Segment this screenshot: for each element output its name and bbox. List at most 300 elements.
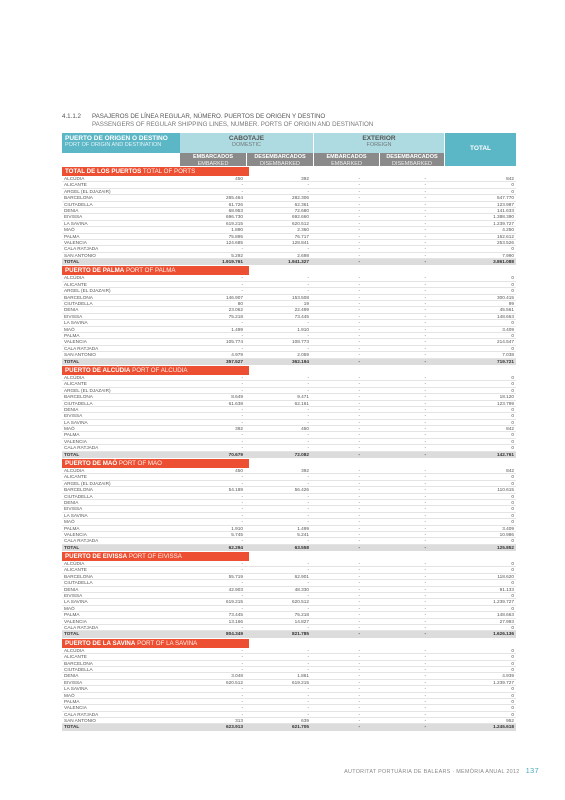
header-ext-disembarked: [380, 153, 444, 166]
value-cell: 620.512: [292, 599, 309, 605]
value-cell: -: [358, 711, 360, 717]
port-name-cell: PALMA: [64, 612, 80, 618]
value-cell: -: [424, 586, 426, 592]
value-cell: 72.680: [294, 207, 309, 213]
port-name-cell: SAN ANTONIO: [64, 718, 96, 724]
value-cell: -: [358, 201, 360, 207]
value-cell: -: [241, 705, 243, 711]
value-cell: -: [424, 625, 426, 630]
value-cell: 282.306: [292, 195, 309, 201]
value-cell: 14.827: [294, 618, 309, 624]
value-cell: -: [241, 345, 243, 351]
value-cell: -: [358, 512, 360, 518]
value-cell: -: [424, 612, 426, 618]
value-cell: 0: [511, 686, 514, 692]
value-cell: -: [358, 339, 360, 345]
value-cell: 146.907: [226, 294, 243, 300]
value-cell: 148.663: [497, 612, 514, 618]
value-cell: -: [358, 631, 360, 637]
value-cell: -: [307, 660, 309, 666]
value-cell: 1.861: [297, 673, 309, 679]
section-title-en: PORT OF MAÓ: [118, 460, 162, 468]
value-cell: -: [424, 432, 426, 438]
port-name-cell: VALENCIA: [64, 438, 87, 444]
port-name-cell: ARGEL (EL DJAZAIR): [64, 480, 111, 486]
header-port: [62, 133, 180, 153]
value-cell: 19: [303, 301, 309, 307]
section-title-es: PUERTO DE PALMA: [65, 267, 125, 275]
section-header: [62, 459, 249, 468]
value-cell: 620.512: [292, 220, 309, 226]
value-cell: 7.990: [502, 252, 514, 258]
value-cell: -: [358, 381, 360, 387]
value-cell: -: [307, 705, 309, 711]
value-cell: -: [358, 374, 360, 380]
value-cell: -: [358, 544, 360, 550]
value-cell: -: [358, 618, 360, 624]
value-cell: -: [424, 499, 426, 505]
value-cell: 0: [511, 493, 514, 499]
value-cell: -: [424, 288, 426, 294]
value-cell: -: [358, 426, 360, 432]
value-cell: -: [424, 239, 426, 245]
value-cell: 0: [511, 711, 514, 717]
value-cell: -: [424, 647, 426, 653]
port-name-cell: VALENCIA: [64, 618, 87, 624]
header-exterior-es: EXTERIOR: [362, 135, 396, 142]
value-cell: -: [358, 220, 360, 226]
port-name-cell: CALA RATJADA: [64, 538, 99, 544]
value-cell: 0: [511, 345, 514, 351]
value-cell: 3.409: [502, 525, 514, 531]
value-cell: -: [307, 406, 309, 412]
value-cell: 2.698: [297, 252, 309, 258]
value-cell: -: [307, 480, 309, 486]
port-name-cell: LA SAVINA: [64, 686, 88, 692]
value-cell: -: [424, 214, 426, 220]
value-cell: 0: [511, 445, 514, 451]
port-name-cell: PALMA: [64, 332, 80, 338]
value-cell: 124.685: [226, 239, 243, 245]
value-cell: 123.987: [497, 201, 514, 207]
port-name-cell: VALENCIA: [64, 339, 87, 345]
section-title-es: TOTAL DE LOS PUERTOS: [65, 168, 142, 175]
value-cell: -: [241, 275, 243, 281]
value-cell: 214.547: [497, 339, 514, 345]
value-cell: -: [241, 474, 243, 480]
value-cell: 0: [511, 705, 514, 711]
value-cell: -: [424, 332, 426, 338]
value-cell: -: [358, 480, 360, 486]
value-cell: -: [358, 580, 360, 586]
value-cell: -: [307, 188, 309, 194]
value-cell: -: [424, 352, 426, 358]
port-name-cell: BARCELONA: [64, 195, 93, 201]
value-cell: -: [424, 345, 426, 351]
value-cell: -: [241, 567, 243, 573]
port-name-cell: ALICANTE: [64, 182, 87, 188]
header-cab-disembarked: [247, 153, 313, 166]
section-header: [62, 167, 249, 176]
value-cell: -: [241, 381, 243, 387]
value-cell: 1.499: [297, 525, 309, 531]
port-name-cell: PALMA: [64, 698, 80, 704]
value-cell: -: [424, 660, 426, 666]
value-cell: -: [358, 567, 360, 573]
value-cell: -: [307, 593, 309, 599]
value-cell: -: [424, 275, 426, 281]
value-cell: 821.785: [292, 631, 309, 637]
value-cell: 152.612: [497, 233, 514, 239]
value-cell: -: [358, 176, 360, 181]
port-name-cell: DENIA: [64, 673, 79, 679]
value-cell: -: [307, 647, 309, 653]
header-port-es: PUERTO DE ORIGEN O DESTINO: [65, 135, 168, 142]
value-cell: -: [424, 698, 426, 704]
port-name-cell: DENIA: [64, 586, 79, 592]
port-name-cell: CIUTADELLA: [64, 666, 93, 672]
value-cell: 620.512: [226, 679, 243, 685]
value-cell: -: [424, 512, 426, 518]
value-cell: -: [358, 506, 360, 512]
value-cell: -: [424, 673, 426, 679]
value-cell: 1.919.761: [222, 259, 243, 265]
port-name-cell: MAÓ: [64, 692, 75, 698]
value-cell: 142.761: [497, 451, 514, 457]
port-name-cell: MAÓ: [64, 326, 75, 332]
port-name-cell: ALICANTE: [64, 381, 87, 387]
value-cell: -: [307, 567, 309, 573]
value-cell: 0: [511, 419, 514, 425]
value-cell: 76.717: [294, 233, 309, 239]
value-cell: -: [358, 605, 360, 611]
value-cell: -: [424, 593, 426, 599]
value-cell: -: [424, 227, 426, 233]
value-cell: -: [424, 195, 426, 201]
value-cell: 108.773: [292, 339, 309, 345]
value-cell: 148.663: [497, 313, 514, 319]
value-cell: -: [358, 320, 360, 326]
port-name-cell: DENIA: [64, 499, 79, 505]
value-cell: 48.330: [294, 586, 309, 592]
header-total-label: TOTAL: [469, 145, 492, 152]
value-cell: 42.903: [228, 586, 243, 592]
value-cell: 392: [301, 468, 309, 474]
port-name-cell: CIUTADELLA: [64, 301, 93, 307]
value-cell: -: [358, 692, 360, 698]
value-cell: -: [307, 387, 309, 393]
table-title-en: PASSENGERS OF REGULAR SHIPPING LINES, NUMBER. PORTS OF ORIGIN AND DESTINATION: [92, 121, 374, 128]
value-cell: 2.360: [297, 227, 309, 233]
total-row: [62, 724, 516, 730]
value-cell: -: [424, 182, 426, 188]
value-cell: 0: [511, 332, 514, 338]
value-cell: -: [307, 438, 309, 444]
port-name-cell: TOTAL: [64, 451, 80, 457]
value-cell: -: [358, 625, 360, 630]
value-cell: -: [358, 307, 360, 313]
value-cell: -: [424, 313, 426, 319]
port-name-cell: CALA RATJADA: [64, 625, 99, 630]
value-cell: -: [358, 239, 360, 245]
value-cell: -: [358, 294, 360, 300]
value-cell: -: [307, 275, 309, 281]
value-cell: -: [358, 705, 360, 711]
value-cell: 8.649: [231, 394, 243, 400]
value-cell: -: [424, 394, 426, 400]
value-cell: 3.861.088: [493, 259, 514, 265]
value-cell: -: [241, 406, 243, 412]
value-cell: 153.508: [292, 294, 309, 300]
port-name-cell: BARCELONA: [64, 394, 93, 400]
port-name-cell: CALA RATJADA: [64, 711, 99, 717]
value-cell: -: [424, 692, 426, 698]
port-name-cell: EIVISSA: [64, 593, 83, 599]
port-name-cell: EIVISSA: [64, 413, 83, 419]
value-cell: 0: [511, 605, 514, 611]
port-name-cell: LA SAVINA: [64, 220, 88, 226]
port-name-cell: ALCÚDIA: [64, 374, 85, 380]
value-cell: -: [424, 326, 426, 332]
value-cell: -: [358, 561, 360, 567]
header-total: [445, 133, 516, 166]
header-ext-emb-en: EMBARKED: [331, 161, 362, 167]
value-cell: -: [424, 506, 426, 512]
value-cell: -: [424, 301, 426, 307]
total-row: [62, 631, 516, 637]
value-cell: 9.471: [297, 394, 309, 400]
port-name-cell: PALMA: [64, 432, 80, 438]
total-row: [62, 359, 516, 365]
value-cell: 619.215: [226, 220, 243, 226]
value-cell: 4.979: [231, 352, 243, 358]
value-cell: -: [241, 374, 243, 380]
port-name-cell: CIUTADELLA: [64, 580, 93, 586]
value-cell: -: [358, 593, 360, 599]
port-name-cell: EIVISSA: [64, 679, 83, 685]
value-cell: -: [424, 374, 426, 380]
value-cell: -: [424, 201, 426, 207]
header-cab-des-en: DISEMBARKED: [259, 161, 301, 167]
value-cell: -: [241, 413, 243, 419]
value-cell: -: [358, 586, 360, 592]
value-cell: -: [358, 413, 360, 419]
value-cell: -: [424, 426, 426, 432]
value-cell: -: [307, 332, 309, 338]
value-cell: 75.895: [228, 233, 243, 239]
port-name-cell: LA SAVINA: [64, 419, 88, 425]
value-cell: 0: [511, 593, 514, 599]
port-name-cell: ALCÚDIA: [64, 176, 85, 181]
value-cell: -: [307, 474, 309, 480]
value-cell: -: [424, 618, 426, 624]
value-cell: 692.660: [292, 214, 309, 220]
value-cell: -: [358, 207, 360, 213]
value-cell: 357.527: [226, 358, 243, 364]
value-cell: -: [358, 195, 360, 201]
value-cell: -: [358, 519, 360, 525]
section-header: [62, 266, 249, 275]
port-name-cell: CIUTADELLA: [64, 493, 93, 499]
value-cell: 45.561: [499, 307, 514, 313]
value-cell: 99: [508, 301, 514, 307]
value-cell: 639: [301, 718, 309, 724]
value-cell: -: [424, 294, 426, 300]
header-port-en: PORT OF ORIGIN AND DESTINATION: [65, 142, 162, 148]
value-cell: 0: [511, 666, 514, 672]
value-cell: -: [424, 519, 426, 525]
value-cell: -: [358, 182, 360, 188]
port-name-cell: ALICANTE: [64, 281, 87, 287]
value-cell: 952: [506, 718, 514, 724]
value-cell: -: [424, 544, 426, 550]
value-cell: -: [307, 711, 309, 717]
value-cell: -: [307, 493, 309, 499]
value-cell: 27.993: [499, 618, 514, 624]
value-cell: 3.048: [231, 673, 243, 679]
value-cell: -: [307, 692, 309, 698]
value-cell: 62.294: [228, 544, 243, 550]
value-cell: -: [241, 519, 243, 525]
value-cell: 1.910: [297, 326, 309, 332]
value-cell: -: [241, 445, 243, 451]
value-cell: -: [358, 406, 360, 412]
header-cabotaje: [180, 133, 313, 153]
value-cell: -: [307, 432, 309, 438]
value-cell: -: [307, 605, 309, 611]
value-cell: -: [358, 252, 360, 258]
value-cell: -: [424, 259, 426, 265]
value-cell: -: [358, 345, 360, 351]
value-cell: 110.615: [497, 487, 514, 493]
value-cell: 0: [511, 281, 514, 287]
value-cell: -: [424, 724, 426, 730]
value-cell: -: [241, 692, 243, 698]
value-cell: 0: [511, 580, 514, 586]
value-cell: -: [241, 512, 243, 518]
value-cell: -: [307, 666, 309, 672]
value-cell: -: [424, 419, 426, 425]
value-cell: 62.161: [294, 400, 309, 406]
value-cell: -: [424, 252, 426, 258]
value-cell: -: [424, 339, 426, 345]
value-cell: -: [307, 654, 309, 660]
value-cell: -: [241, 182, 243, 188]
value-cell: 0: [511, 538, 514, 544]
value-cell: -: [358, 718, 360, 724]
value-cell: -: [424, 538, 426, 544]
value-cell: 22.499: [294, 307, 309, 313]
value-cell: -: [358, 724, 360, 730]
value-cell: -: [358, 673, 360, 679]
value-cell: 10.986: [499, 531, 514, 537]
header-cabotaje-es: CABOTAJE: [228, 135, 265, 142]
value-cell: -: [358, 259, 360, 265]
value-cell: 450: [301, 426, 309, 432]
value-cell: -: [307, 512, 309, 518]
value-cell: -: [424, 413, 426, 419]
port-name-cell: LA SAVINA: [64, 599, 88, 605]
value-cell: 68.953: [228, 207, 243, 213]
value-cell: 0: [511, 275, 514, 281]
value-cell: -: [358, 233, 360, 239]
value-cell: -: [358, 275, 360, 281]
value-cell: 619.215: [292, 679, 309, 685]
value-cell: 0: [511, 438, 514, 444]
value-cell: 0: [511, 499, 514, 505]
value-cell: 4.250: [502, 227, 514, 233]
port-name-cell: DENIA: [64, 307, 79, 313]
value-cell: 0: [511, 374, 514, 380]
value-cell: -: [424, 451, 426, 457]
port-name-cell: EIVISSA: [64, 214, 83, 220]
value-cell: -: [358, 599, 360, 605]
value-cell: -: [358, 301, 360, 307]
value-cell: -: [424, 468, 426, 474]
value-cell: 123.799: [497, 400, 514, 406]
port-name-cell: ARGEL (EL DJAZAIR): [64, 188, 111, 194]
value-cell: -: [307, 381, 309, 387]
value-cell: -: [241, 188, 243, 194]
value-cell: -: [424, 400, 426, 406]
value-cell: -: [424, 438, 426, 444]
port-name-cell: TOTAL: [64, 358, 80, 364]
value-cell: 392: [235, 426, 243, 432]
value-cell: -: [358, 313, 360, 319]
port-name-cell: BARCELONA: [64, 294, 93, 300]
value-cell: 7.038: [502, 352, 514, 358]
value-cell: -: [241, 419, 243, 425]
value-cell: -: [241, 605, 243, 611]
value-cell: -: [424, 493, 426, 499]
port-name-cell: TOTAL: [64, 724, 80, 730]
value-cell: 54.189: [228, 487, 243, 493]
value-cell: -: [424, 705, 426, 711]
value-cell: 0: [511, 413, 514, 419]
value-cell: 2.059: [297, 352, 309, 358]
value-cell: -: [424, 573, 426, 579]
port-name-cell: BARCELONA: [64, 487, 93, 493]
port-name-cell: ALICANTE: [64, 654, 87, 660]
value-cell: 18.120: [499, 394, 514, 400]
value-cell: -: [358, 188, 360, 194]
value-cell: 118.620: [497, 573, 514, 579]
value-cell: 842: [506, 468, 514, 474]
port-name-cell: CALA RATJADA: [64, 345, 99, 351]
value-cell: 0: [511, 647, 514, 653]
value-cell: 1.910: [231, 525, 243, 531]
value-cell: 0: [511, 182, 514, 188]
value-cell: -: [241, 654, 243, 660]
value-cell: 72.082: [294, 451, 309, 457]
value-cell: -: [307, 499, 309, 505]
value-cell: 0: [511, 567, 514, 573]
value-cell: -: [241, 580, 243, 586]
port-name-cell: SAN ANTONIO: [64, 252, 96, 258]
total-row: [62, 452, 516, 458]
value-cell: -: [358, 499, 360, 505]
value-cell: -: [424, 711, 426, 717]
value-cell: 56.426: [294, 487, 309, 493]
value-cell: -: [424, 666, 426, 672]
value-cell: 4.939: [502, 673, 514, 679]
section-header: [62, 552, 249, 561]
value-cell: -: [307, 625, 309, 630]
value-cell: 0: [511, 506, 514, 512]
value-cell: 73.445: [294, 313, 309, 319]
value-cell: -: [307, 445, 309, 451]
value-cell: 80: [237, 301, 243, 307]
